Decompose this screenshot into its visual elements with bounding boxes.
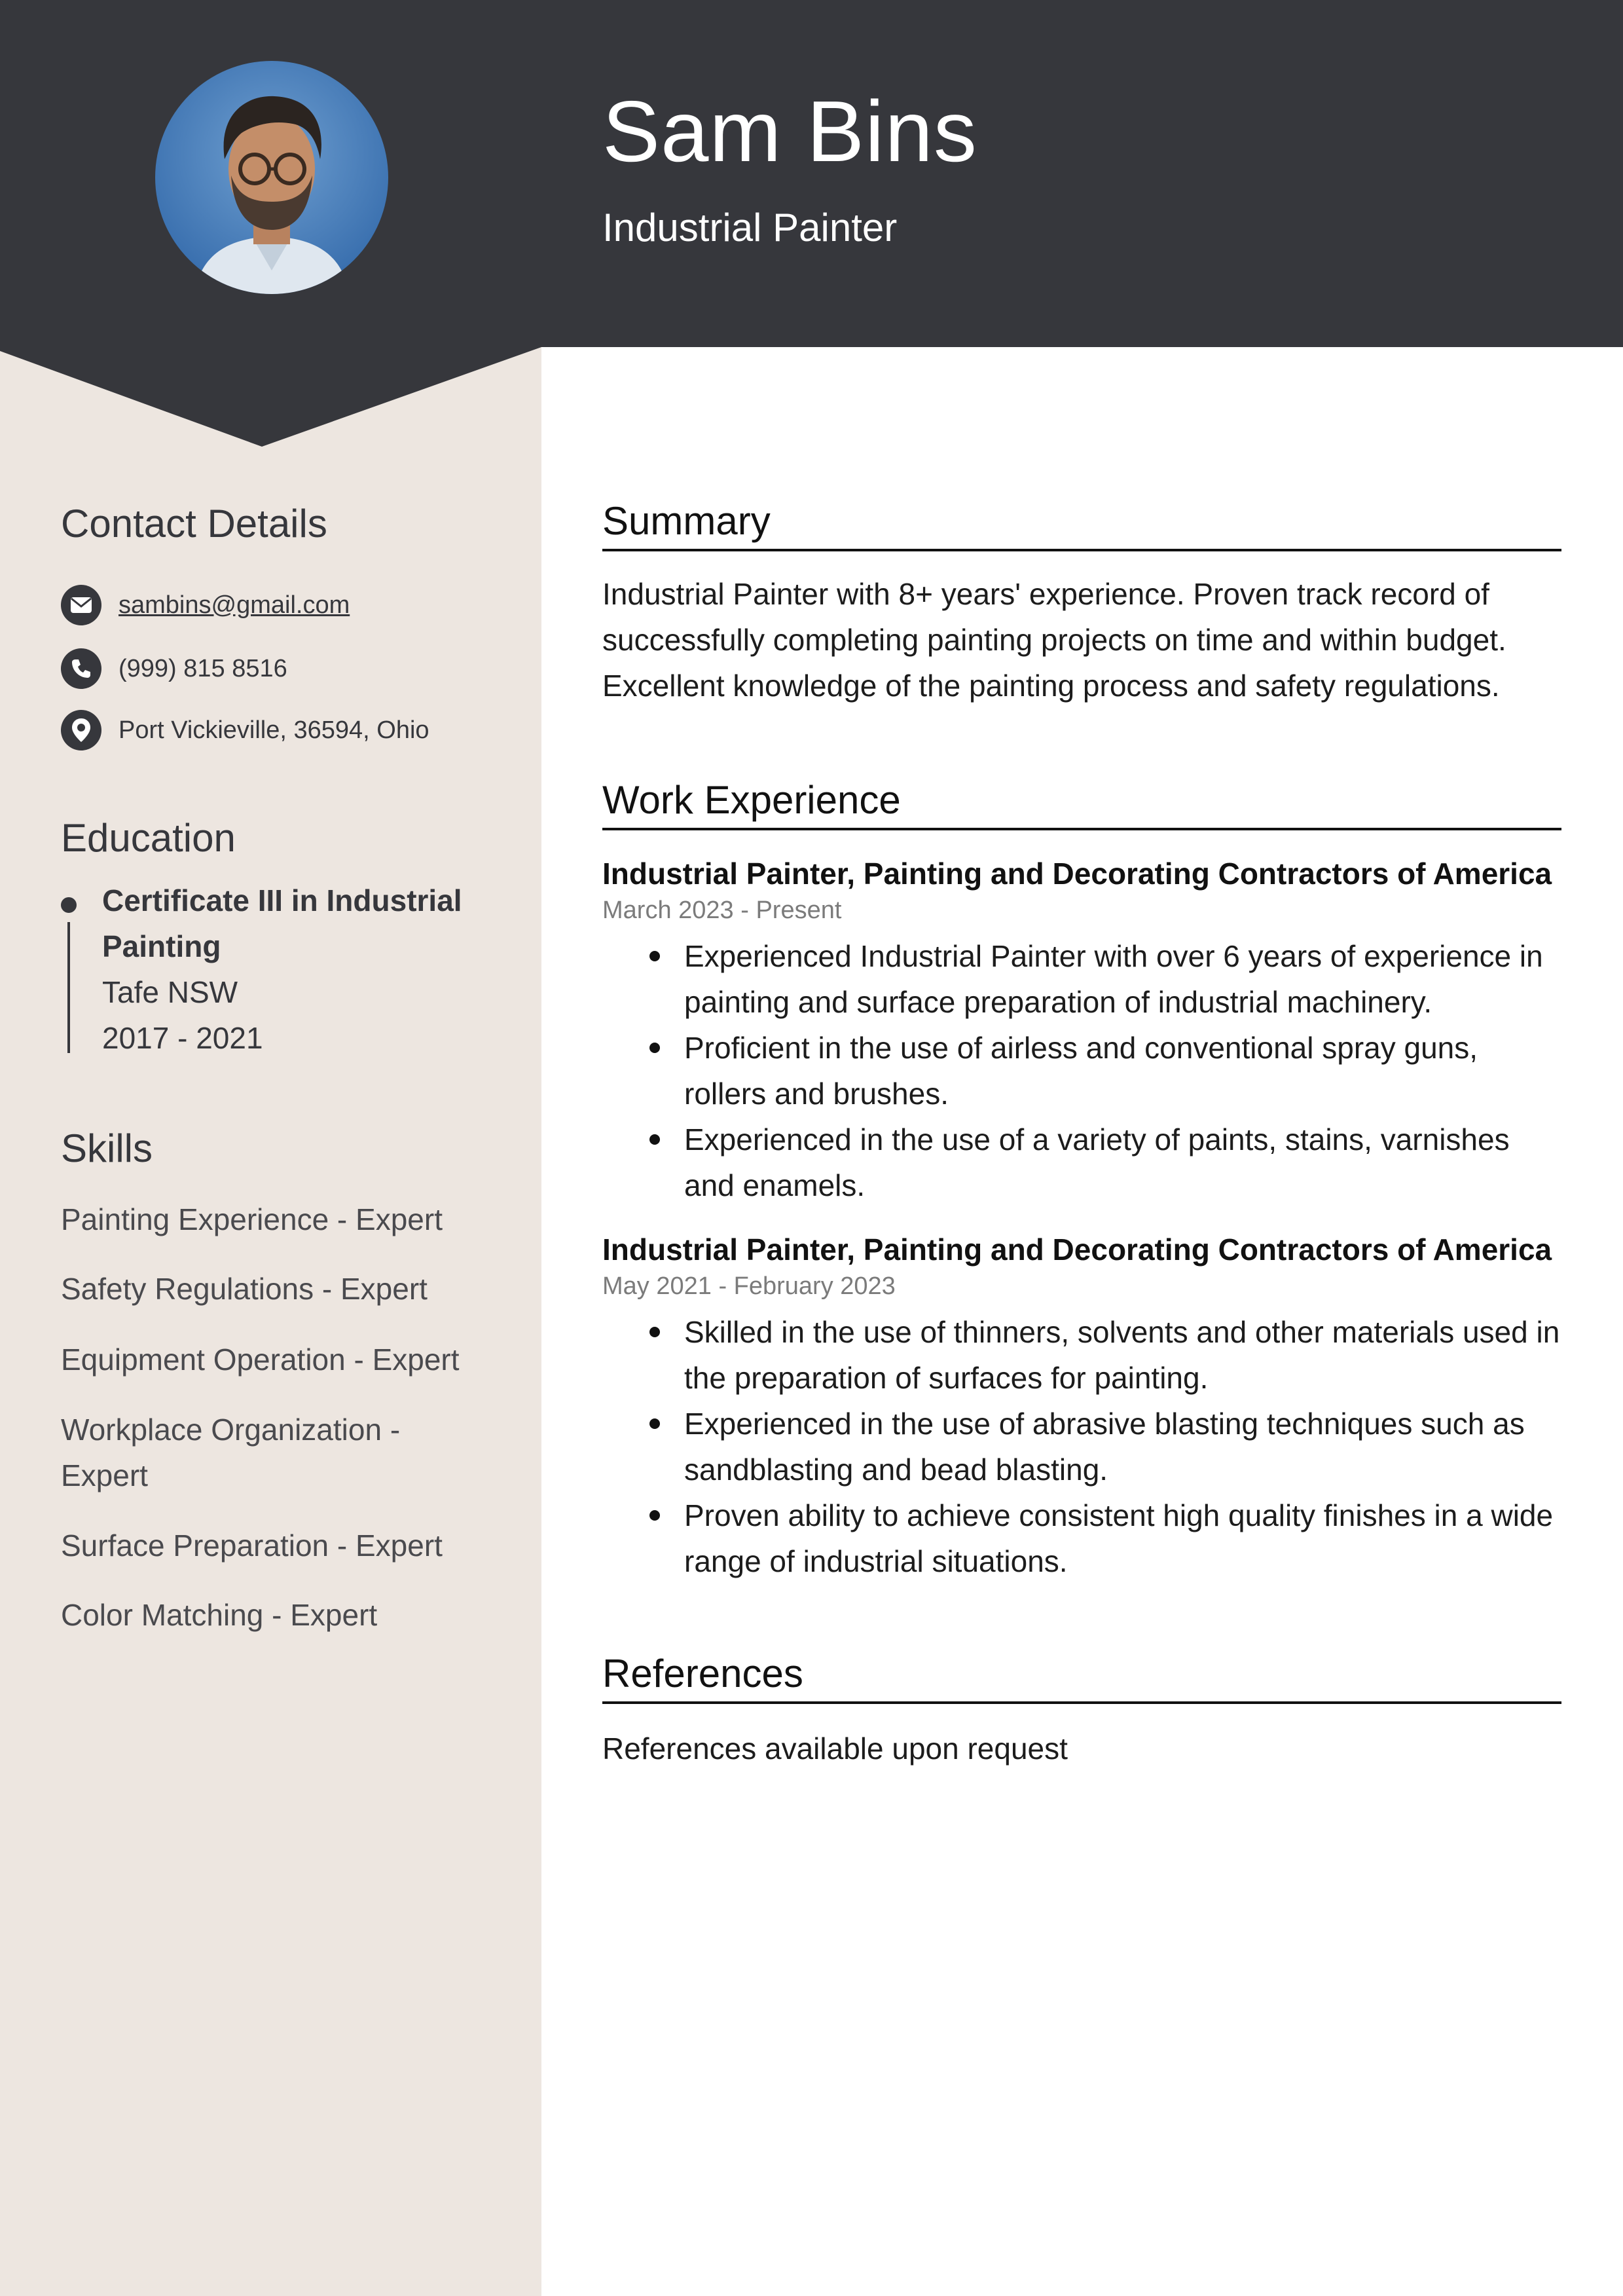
summary-divider (602, 549, 1561, 551)
job-bullet: Experienced in the use of a variety of paints, stains, varnishes and enamels. (684, 1117, 1568, 1208)
avatar (155, 61, 388, 294)
job-bullet-list (684, 933, 1568, 1208)
job-title: Industrial Painter, Painting and Decorating Contractors of America (602, 1232, 1552, 1267)
location-pin-icon (61, 710, 101, 750)
candidate-name: Sam Bins (602, 83, 977, 179)
job-bullet-list (684, 1309, 1568, 1584)
education-heading: Education (61, 816, 236, 860)
education-degree: Certificate III in Industrial Painting (102, 883, 462, 963)
skill-item: Equipment Operation - Expert (61, 1342, 460, 1377)
contact-phone (61, 648, 287, 689)
summary-text: Industrial Painter with 8+ years' experience. Proven track record of successfully completing painting projects on time and within budget. Excellent knowledge of the painting process and safety regulations. (602, 577, 1506, 703)
experience-heading: Work Experience (602, 778, 901, 822)
references-heading: References (602, 1652, 803, 1695)
skill-item: Safety Regulations - Expert (61, 1272, 428, 1306)
references-text: References available upon request (602, 1731, 1068, 1766)
skill-item: Painting Experience - Expert (61, 1202, 443, 1236)
contact-email[interactable] (61, 585, 350, 625)
job-bullet: Proven ability to achieve consistent high quality finishes in a wide range of industrial situations. (684, 1492, 1568, 1584)
skills-heading: Skills (61, 1126, 153, 1170)
address-text: Port Vickieville, 36594, Ohio (119, 716, 429, 744)
candidate-title: Industrial Painter (602, 206, 898, 250)
education-timeline-dot (61, 897, 77, 913)
education-school: Tafe NSW (102, 975, 238, 1009)
skill-item: Color Matching - Expert (61, 1598, 378, 1632)
phone-text: (999) 815 8516 (119, 654, 287, 682)
email-text[interactable]: sambins@gmail.com (119, 591, 350, 619)
summary-heading: Summary (602, 499, 771, 543)
job-bullet: Experienced Industrial Painter with over 6 years of experience in painting and surface preparation of industrial machinery. (684, 933, 1568, 1025)
experience-divider (602, 828, 1561, 830)
job-dates: May 2021 - February 2023 (602, 1272, 896, 1300)
references-divider (602, 1701, 1561, 1704)
contact-heading: Contact Details (61, 502, 327, 546)
skill-item: Surface Preparation - Expert (61, 1528, 443, 1563)
job-bullet: Skilled in the use of thinners, solvents and other materials used in the preparation of surfaces for painting. (684, 1309, 1568, 1401)
education-years: 2017 - 2021 (102, 1021, 263, 1055)
phone-icon (61, 648, 101, 689)
email-icon (61, 585, 101, 625)
job-bullet: Experienced in the use of abrasive blasting techniques such as sandblasting and bead blasting. (684, 1401, 1568, 1492)
job-dates: March 2023 - Present (602, 897, 842, 924)
education-timeline-line (67, 922, 70, 1053)
job-title: Industrial Painter, Painting and Decorating Contractors of America (602, 857, 1552, 891)
skill-item: Workplace Organization - Expert (61, 1413, 401, 1492)
job-bullet: Proficient in the use of airless and conventional spray guns, rollers and brushes. (684, 1025, 1568, 1117)
contact-address (61, 710, 429, 750)
